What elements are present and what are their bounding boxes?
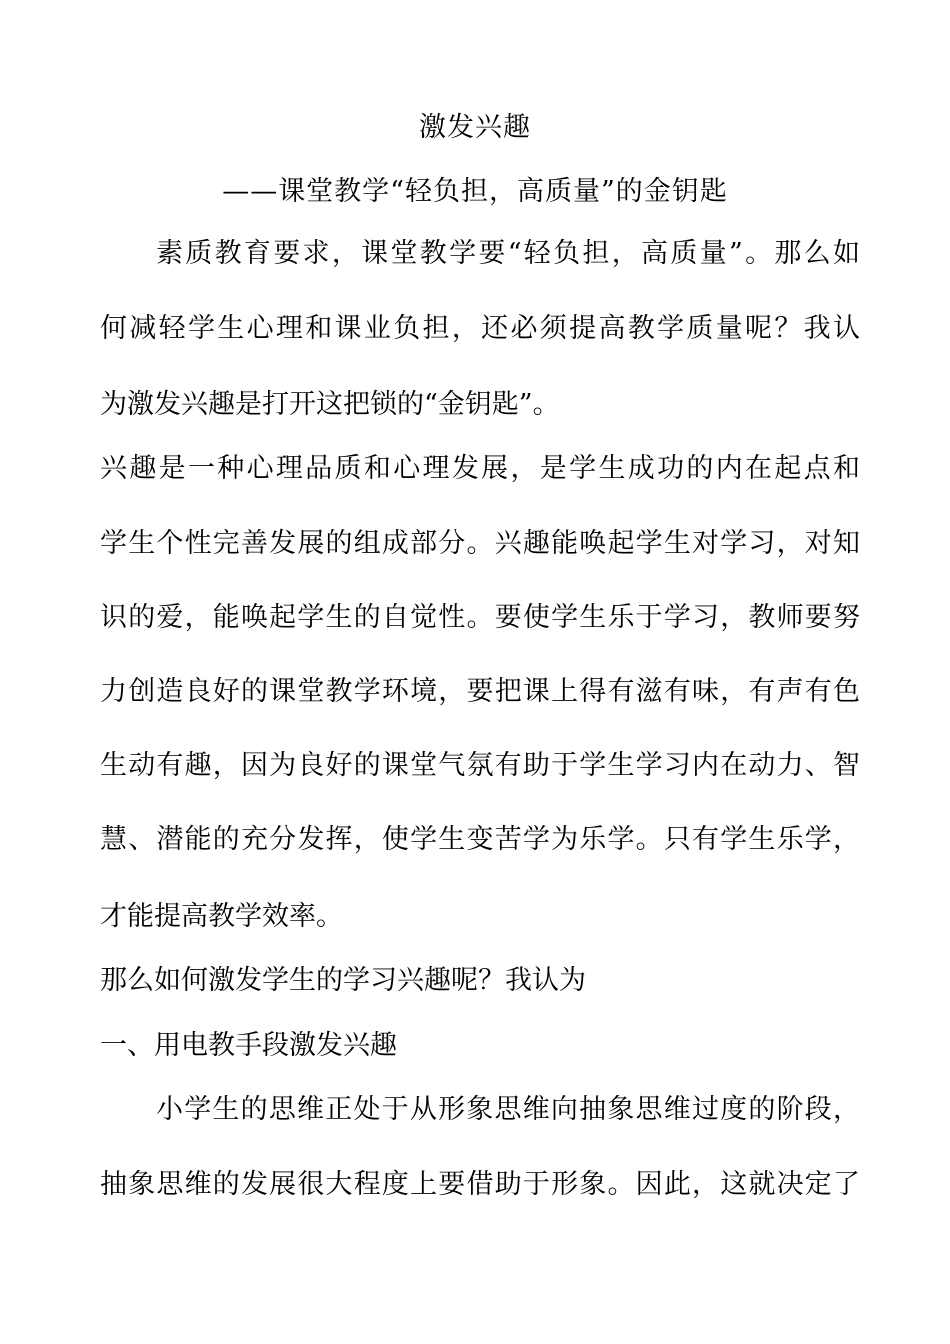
- paragraph-line: 抽象思维的发展很大程度上要借助于形象。因此，这就决定了: [100, 1169, 860, 1200]
- paragraph-line: 识的爱，能唤起学生的自觉性。要使学生乐于学习，教师要努: [100, 602, 860, 633]
- paragraph-line: 何减轻学生心理和课业负担，还必须提高教学质量呢？我认: [100, 313, 860, 344]
- document-subtitle: ——课堂教学“轻负担，高质量”的金钥匙: [222, 176, 728, 207]
- paragraph-line: 素质教育要求，课堂教学要“轻负担，高质量”。那么如: [156, 238, 860, 269]
- paragraph-line: 学生个性完善发展的组成部分。兴趣能唤起学生对学习，对知: [100, 528, 860, 559]
- document-title: 激发兴趣: [419, 112, 531, 143]
- paragraph-line: 才能提高教学效率。: [100, 901, 343, 932]
- paragraph-line: 生动有趣，因为良好的课堂气氛有助于学生学习内在动力、智: [100, 750, 860, 781]
- paragraph-line: 力创造良好的课堂教学环境，要把课上得有滋有味，有声有色: [100, 676, 860, 707]
- paragraph-line: 兴趣是一种心理品质和心理发展，是学生成功的内在起点和: [100, 453, 860, 484]
- paragraph-line: 慧、潜能的充分发挥，使学生变苦学为乐学。只有学生乐学，: [100, 824, 860, 855]
- paragraph-line: 小学生的思维正处于从形象思维向抽象思维过度的阶段，: [156, 1094, 860, 1125]
- paragraph-line: 为激发兴趣是打开这把锁的“金钥匙”。: [100, 389, 560, 420]
- paragraph-line: 那么如何激发学生的学习兴趣呢？我认为: [100, 965, 586, 996]
- section-heading: 一、用电教手段激发兴趣: [100, 1030, 397, 1061]
